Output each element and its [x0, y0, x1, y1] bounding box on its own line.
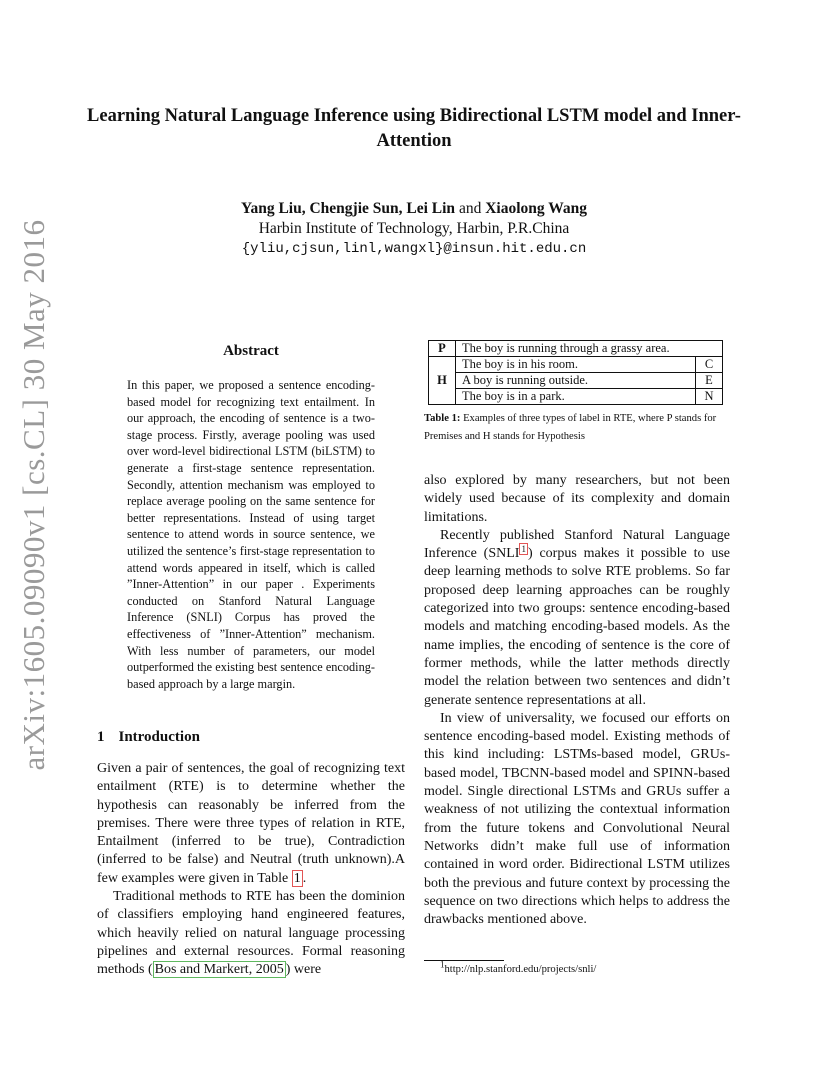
relation-label: C: [696, 357, 723, 373]
right-column-body: [424, 472, 730, 929]
section-number: 1: [97, 729, 105, 745]
table-row: [429, 357, 723, 373]
body-paragraph-1: also explored by many researchers, but not been widely used because of its complexity and domain limitations.: [424, 473, 730, 525]
author-and: and: [458, 200, 482, 217]
table-caption-text: Examples of three types of label in RTE, where P stands for Premises and H stands for Hypothesis: [424, 413, 717, 442]
paper-title: Learning Natural Language Inference using Bidirectional LSTM model and Inner-Attention: [87, 106, 741, 151]
section-heading-introduction: [97, 729, 200, 746]
citation-link-bos-markert[interactable]: Bos and Markert, 2005: [154, 962, 284, 978]
footnote-mark: 1: [440, 959, 445, 970]
arxiv-watermark: [16, 219, 52, 771]
premise-sentence: The boy is running through a grassy area.: [456, 341, 723, 357]
intro-p1-text: Given a pair of sentences, the goal of recognizing text entailment (RTE) is to determine whether the hypothesis can reasonably be inferred from the premises. There were three types of relation in RTE, Entailment (inferred to be true), Contradiction (inferred to be false) and Neutral (truth unknown).A few examples were given in Table: [97, 761, 405, 886]
table-row: [429, 341, 723, 357]
footnote: [440, 959, 597, 977]
table-row: [429, 389, 723, 405]
body-p2-rest: ) corpus makes it possible to use deep learning methods to solve RTE problems. So far proposed deep learning approaches can be roughly categorized into two groups: sentence encoding-based models and matching encoding-based models. As the name implies, the encoding of sentence is the core of former methods, while the latter methods directly model the relation between two sentences and didn’t generate sentence representations at all.: [424, 546, 730, 708]
rte-examples-table: [428, 340, 723, 405]
footnote-divider: [424, 960, 504, 961]
section-title: Introduction: [118, 729, 200, 745]
intro-paragraph-1: [97, 760, 405, 888]
intro-p2-text: Traditional methods to RTE has been the dominion of classifiers employing hand engineered features, which heavily relied on natural language processing pipelines and external resources. Formal reasoning methods (: [97, 889, 405, 978]
author-last: Xiaolong Wang: [485, 200, 587, 217]
body-paragraph-2: [424, 527, 730, 710]
author-block: [0, 199, 828, 259]
intro-p1-end: .: [302, 870, 307, 886]
author-names-bold: Yang Liu, Chengjie Sun, Lei Lin: [241, 200, 456, 217]
hypothesis-sentence: The boy is in a park.: [456, 389, 696, 405]
relation-label: N: [696, 389, 723, 405]
footnote-marker-link[interactable]: 1: [521, 543, 526, 554]
table-row: [429, 373, 723, 389]
body-paragraph-3: In view of universality, we focused our efforts on sentence encoding-based model. Existing methods of this kind including: LSTMs-based model, GRUs-based model, TBCNN-based model and SPINN-based model. Single directional LSTMs and GRUs suffer a weakness of not utilizing the contextual information from the future tokens and Convolutional Neural Networks didn’t make full use of information contained in word order. Bidirectional LSTM utilizes both the previous and future context by processing the sequence on two directions which helps to address the drawbacks mentioned above.: [424, 710, 730, 928]
author-emails: {yliu,cjsun,linl,wangxl}@insun.hit.edu.cn: [241, 241, 587, 257]
table-caption-label: Table 1:: [424, 413, 461, 424]
premise-label: P: [429, 341, 456, 357]
hypothesis-label: H: [429, 357, 456, 405]
abstract-heading: Abstract: [223, 343, 279, 359]
author-names: [0, 199, 828, 219]
hypothesis-sentence: The boy is in his room.: [456, 357, 696, 373]
affiliation: Harbin Institute of Technology, Harbin, P.R.China: [258, 220, 570, 237]
left-column-body: [97, 760, 405, 980]
arxiv-watermark-text: arXiv:1605.09090v1 [cs.CL] 30 May 2016: [16, 219, 51, 771]
footnote-url[interactable]: http://nlp.stanford.edu/projects/snli/: [444, 964, 597, 975]
relation-label: E: [696, 373, 723, 389]
hypothesis-sentence: A boy is running outside.: [456, 373, 696, 389]
body-p2-text: Recently published Stanford Natural Language Inference (SNLI: [424, 527, 730, 562]
table-caption: [424, 410, 732, 446]
intro-paragraph-2: [97, 888, 405, 979]
abstract-text: In this paper, we proposed a sentence encoding-based model for recognizing text entailment. In our approach, the encoding of sentence is a two-stage process. Firstly, average pooling was used over word-level bidirectional LSTM (biLSTM) to generate a first-stage sentence representation. Secondly, attention mechanism was employed to replace average pooling on the same sentence for better representations. Instead of using target sentence to attend words in source sentence, we utilized the sentence’s first-stage representation to attend words appeared in itself, which is called ”Inner-Attention” in our paper . Experiments conducted on Stanford Natural Language Inference (SNLI) Corpus has proved the effectiveness of ”Inner-Attention” mechanism. With less number of parameters, our model outperformed the existing best sentence encoding-based approach by a large margin.: [127, 378, 375, 691]
intro-p2-end: ) were: [285, 962, 322, 978]
table-reference-link[interactable]: 1: [293, 870, 301, 886]
